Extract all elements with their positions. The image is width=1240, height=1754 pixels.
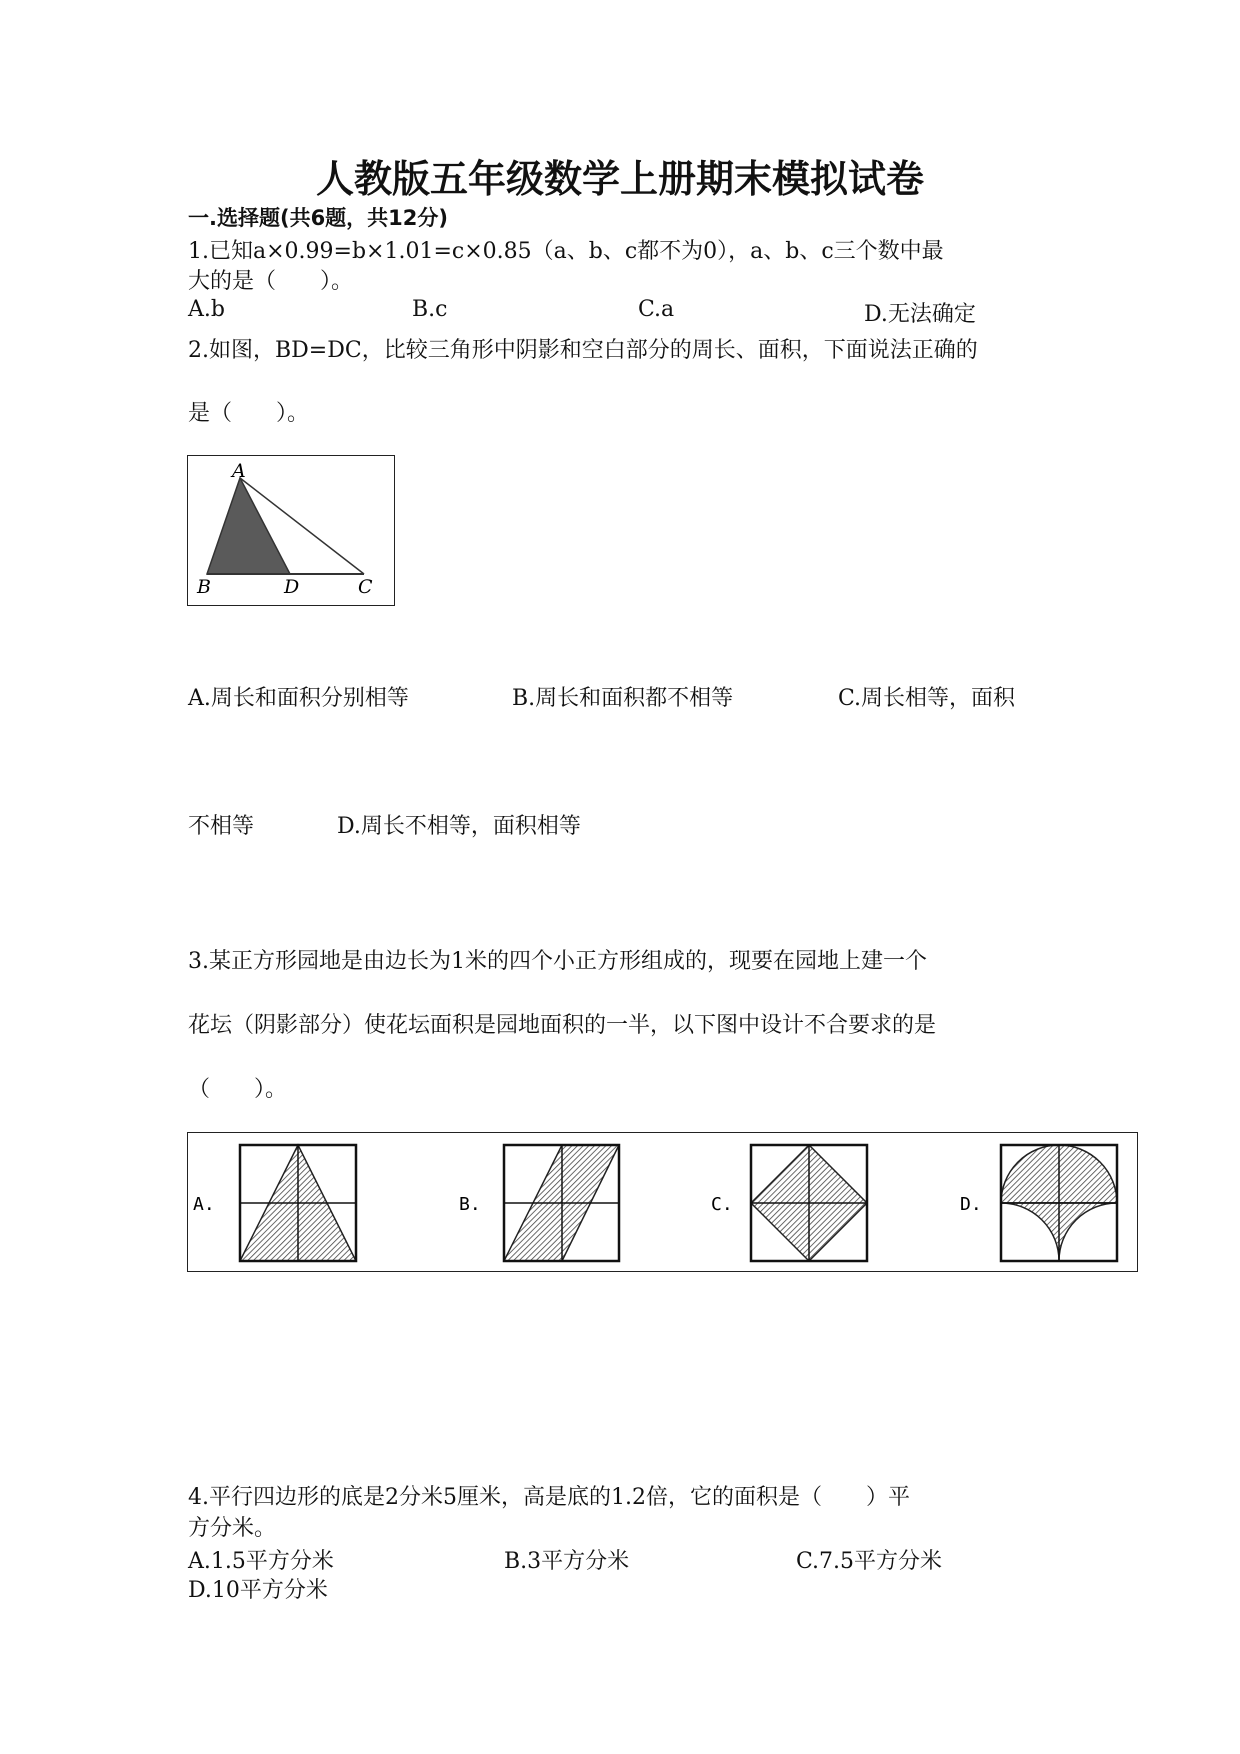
q1-stem-line1: 1.已知a×0.99=b×1.01=c×0.85（a、b、c都不为0），a、b、c三个数中最	[188, 239, 944, 264]
design-d-arcs	[1001, 1145, 1117, 1261]
q1-option-b: B.c	[412, 297, 448, 322]
q3-stem-line1: 3.某正方形园地是由边长为1米的四个小正方形组成的，现要在园地上建一个	[188, 949, 927, 974]
vertex-label-d: D	[284, 576, 300, 598]
q2-triangle-figure	[187, 455, 395, 606]
vertex-label-c: C	[358, 576, 373, 598]
q3-garden-figures	[187, 1132, 1138, 1272]
q1-option-d: D.无法确定	[864, 302, 976, 327]
q4-option-c: C.7.5平方分米	[796, 1549, 943, 1574]
design-label-d: D.	[960, 1194, 982, 1215]
q2-stem-line2: 是（ ）。	[188, 401, 310, 426]
q2-option-b: B.周长和面积都不相等	[512, 686, 734, 711]
design-c-diamond	[751, 1145, 867, 1261]
q3-stem-line2: 花坛（阴影部分）使花坛面积是园地面积的一半，以下图中设计不合要求的是	[188, 1013, 937, 1038]
q2-option-a: A.周长和面积分别相等	[188, 686, 409, 711]
q2-option-c: C.周长相等，面积	[838, 686, 1016, 711]
design-b-parallelogram	[504, 1145, 619, 1261]
q1-stem-line2: 大的是（ ）。	[188, 269, 354, 294]
design-label-a: A.	[193, 1194, 215, 1215]
q4-stem-line2: 方分米。	[188, 1516, 277, 1541]
q4-stem-line1: 4.平行四边形的底是2分米5厘米，高是底的1.2倍，它的面积是（ ）平	[188, 1485, 910, 1510]
section-heading: 一.选择题(共6题，共12分)	[188, 206, 449, 230]
q3-stem-line3: （ ）。	[188, 1077, 288, 1102]
q2-option-c-cont: 不相等	[188, 814, 255, 839]
q4-option-d: D.10平方分米	[188, 1578, 328, 1603]
vertex-label-a: A	[232, 460, 246, 482]
q2-stem-line1: 2.如图，BD=DC，比较三角形中阴影和空白部分的周长、面积，下面说法正确的	[188, 338, 978, 363]
q4-option-b: B.3平方分米	[504, 1549, 630, 1574]
q2-option-d: D.周长不相等，面积相等	[337, 814, 581, 839]
vertex-label-b: B	[197, 576, 211, 598]
q1-option-a: A.b	[188, 297, 225, 322]
design-label-b: B.	[459, 1194, 481, 1215]
design-a-triangle	[240, 1145, 356, 1261]
q1-option-c: C.a	[638, 297, 675, 322]
q4-option-a: A.1.5平方分米	[188, 1549, 334, 1574]
page-title: 人教版五年级数学上册期末模拟试卷	[315, 157, 924, 201]
design-label-c: C.	[711, 1194, 733, 1215]
